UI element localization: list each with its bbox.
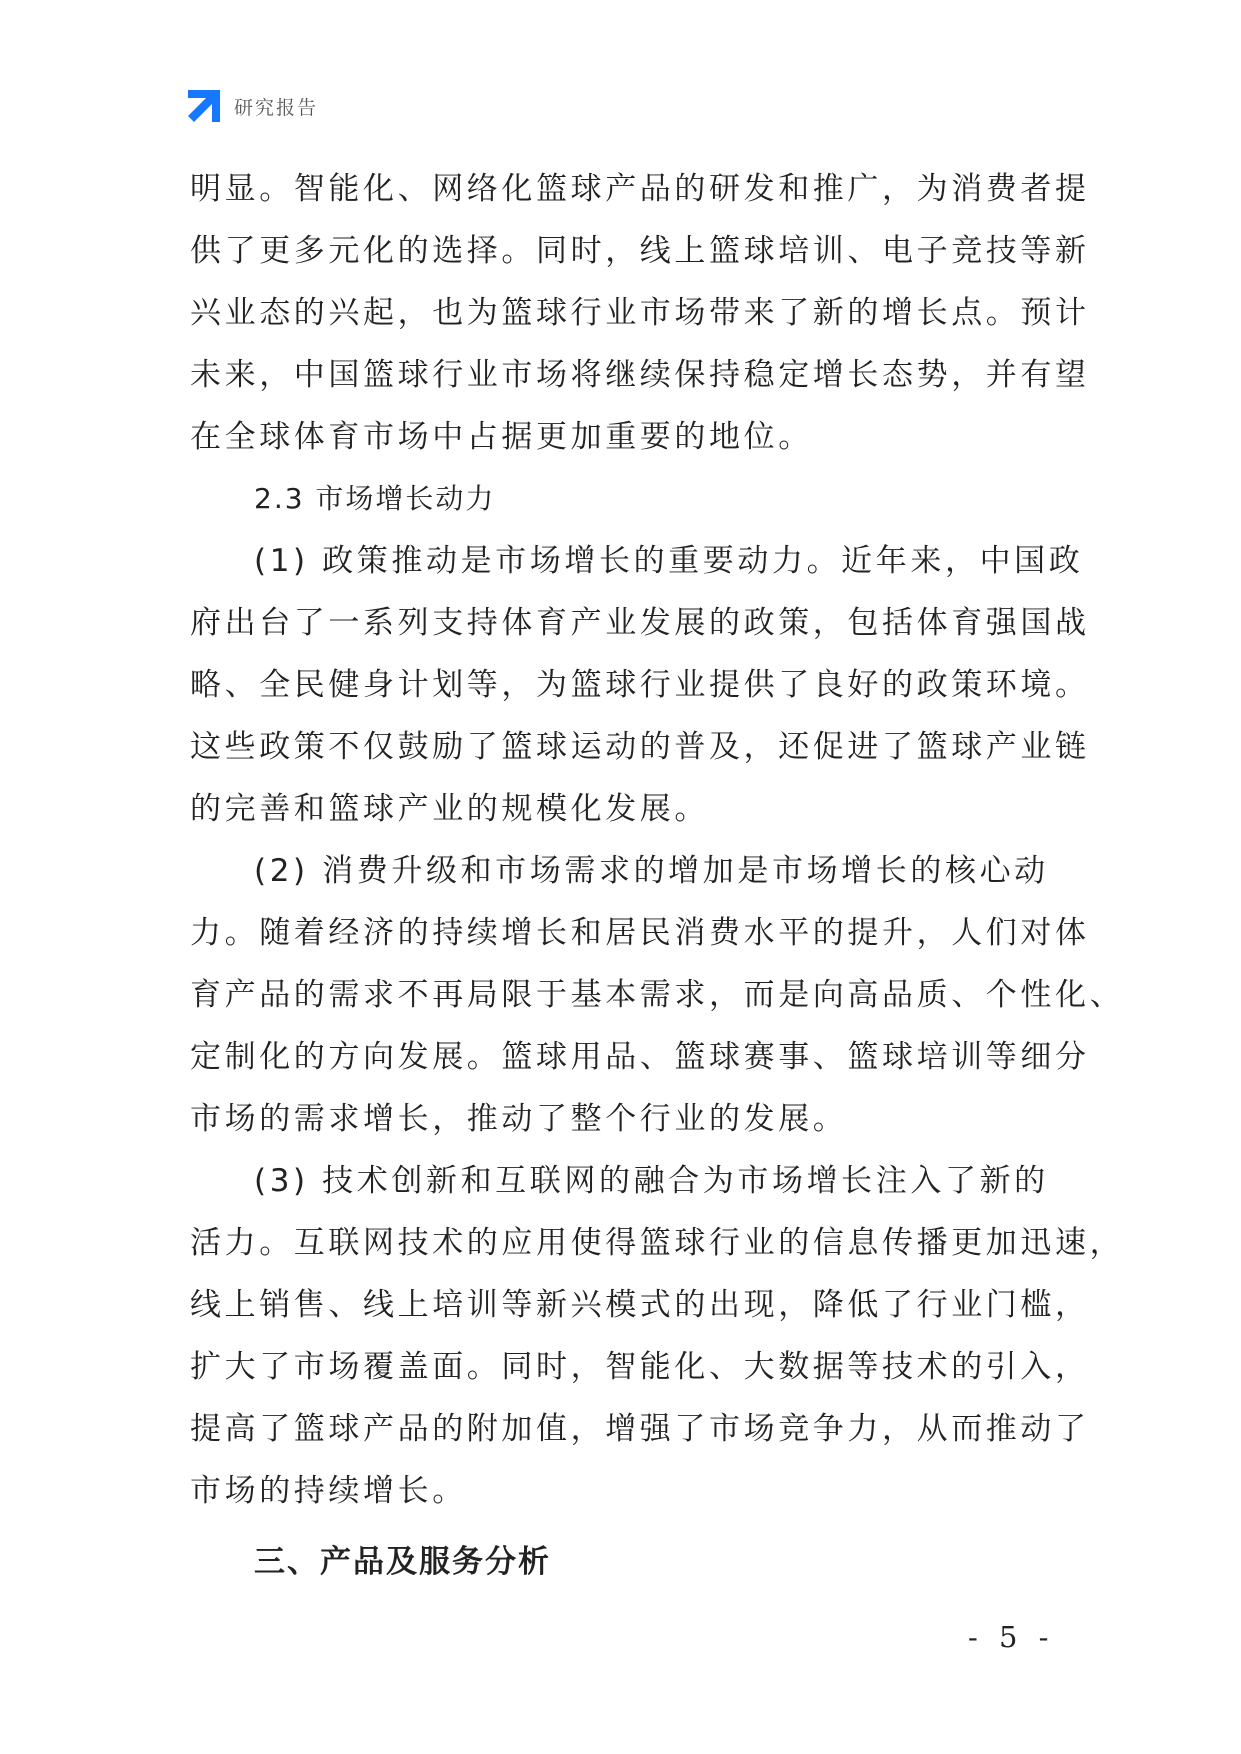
paragraph-line: 略、全民健身计划等，为篮球行业提供了良好的政策环境。 bbox=[190, 667, 1090, 703]
page-header bbox=[188, 88, 318, 124]
paragraph-line: 未来，中国篮球行业市场将继续保持稳定增长态势，并有望 bbox=[190, 357, 1090, 393]
document-body bbox=[190, 158, 1125, 1602]
paragraph-line: 线上销售、线上培训等新兴模式的出现，降低了行业门槛， bbox=[190, 1287, 1090, 1323]
subsection-heading: 2.3 市场增长动力 bbox=[254, 482, 496, 515]
page-number: - 5 - bbox=[968, 1620, 1055, 1654]
paragraph-line: 活力。互联网技术的应用使得篮球行业的信息传播更加迅速， bbox=[190, 1225, 1125, 1261]
paragraph-line: 育产品的需求不再局限于基本需求，而是向高品质、个性化、 bbox=[190, 977, 1125, 1013]
paragraph-line: 提高了篮球产品的附加值，增强了市场竞争力，从而推动了 bbox=[190, 1411, 1090, 1447]
paragraph-line: 力。随着经济的持续增长和居民消费水平的提升，人们对体 bbox=[190, 915, 1090, 951]
paragraph-line: 明显。智能化、网络化篮球产品的研发和推广，为消费者提 bbox=[190, 171, 1090, 207]
paragraph-line: 供了更多元化的选择。同时，线上篮球培训、电子竞技等新 bbox=[190, 233, 1090, 269]
paragraph-line: (2) 消费升级和市场需求的增加是市场增长的核心动 bbox=[254, 853, 1049, 889]
paragraph-line: 府出台了一系列支持体育产业发展的政策，包括体育强国战 bbox=[190, 605, 1090, 641]
paragraph-line: 市场的需求增长，推动了整个行业的发展。 bbox=[190, 1101, 848, 1137]
paragraph-line: 在全球体育市场中占据更加重要的地位。 bbox=[190, 419, 813, 455]
paragraph-line: 兴业态的兴起，也为篮球行业市场带来了新的增长点。预计 bbox=[190, 295, 1090, 331]
paragraph-line: 扩大了市场覆盖面。同时，智能化、大数据等技术的引入， bbox=[190, 1349, 1090, 1385]
paragraph-line: 定制化的方向发展。篮球用品、篮球赛事、篮球培训等细分 bbox=[190, 1039, 1090, 1075]
paragraph-line: (1) 政策推动是市场增长的重要动力。近年来，中国政 bbox=[254, 543, 1084, 579]
paragraph-line: 市场的持续增长。 bbox=[190, 1473, 467, 1509]
header-title: 研究报告 bbox=[234, 96, 319, 119]
arrow-logo-icon bbox=[188, 90, 220, 122]
paragraph-line: (3) 技术创新和互联网的融合为市场增长注入了新的 bbox=[254, 1163, 1049, 1199]
paragraph-line: 这些政策不仅鼓励了篮球运动的普及，还促进了篮球产业链 bbox=[190, 729, 1090, 765]
section-heading: 三、产品及服务分析 bbox=[254, 1544, 551, 1580]
paragraph-line: 的完善和篮球产业的规模化发展。 bbox=[190, 791, 709, 827]
